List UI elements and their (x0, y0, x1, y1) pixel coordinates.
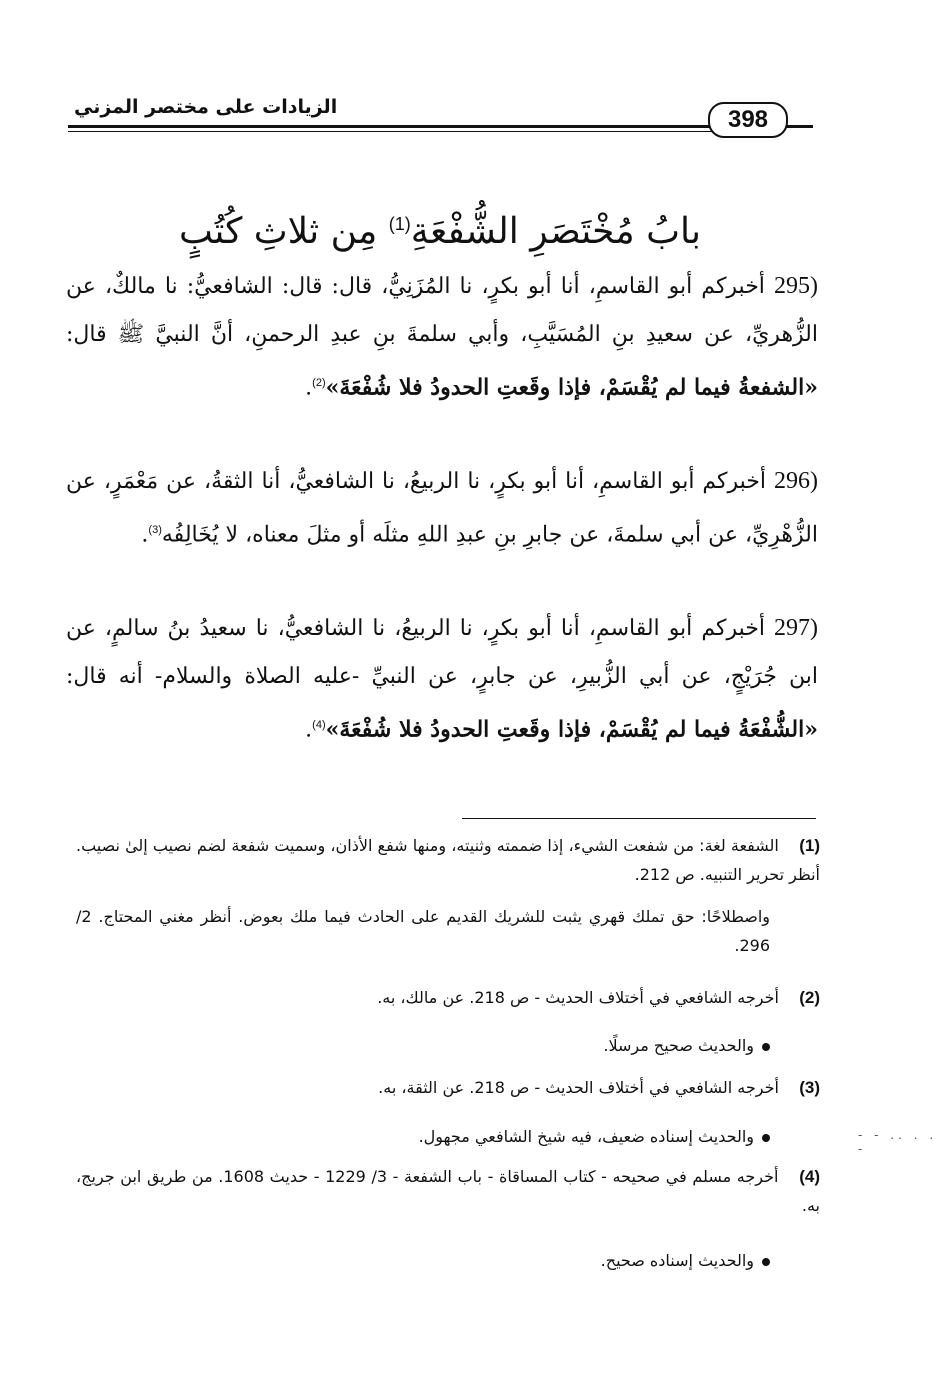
running-header (68, 92, 813, 138)
hadith-number: 297) (774, 615, 818, 641)
footnote-text: أخرجه مسلم في صحيحه - كتاب المساقاة - باب الشفعة - 3/ 1229 - حديث 1608. من طريق ابن جريج، به. (76, 1167, 820, 1215)
hadith-footnote-ref: (3) (148, 524, 162, 536)
hadith-footnote-ref: (2) (312, 377, 326, 389)
book-title: الزيادات على مختصر المزني (68, 92, 343, 122)
footnote-grading (601, 1246, 770, 1275)
footnote-number: (1) (799, 836, 821, 855)
footnote-number: (2) (799, 988, 820, 1007)
footnote-grading (419, 1122, 770, 1151)
chapter-subtitle: مِن ثلاثِ كُتُبٍ (179, 211, 378, 252)
footnote (76, 983, 820, 1012)
hadith-number: 295) (774, 273, 818, 299)
bullet-icon (762, 1134, 770, 1142)
hadith-end: . (141, 522, 149, 548)
footnote (76, 831, 820, 889)
hadith-footnote-ref: (4) (312, 719, 326, 731)
hadith-quote: «الشفعةُ فيما لم يُقْسَمْ، فإذا وقَعتِ الحدودُ فلا شُفْعَةَ» (325, 374, 818, 401)
footnote-continuation (76, 902, 820, 960)
footnote-number: (3) (799, 1078, 820, 1097)
hadith-text: أخبركم أبو القاسمِ، أنا أبو بكرٍ، نا الربيعُ، نا الشافعيُّ، نا سعيدُ بنُ سالمٍ، عن ابن جُرَيْجٍ، عن أبي الزُّبيرِ، عن جابرٍ، عن النبيِّ -عليه الصلاة والسلام- أنه قال: (66, 616, 818, 689)
footnote-number: (4) (799, 1167, 821, 1186)
footnote-text: أخرجه الشافعي في أختلاف الحديث - ص 218. عن مالك، به. (377, 988, 779, 1007)
bullet-icon (762, 1258, 770, 1266)
footnote-grading (603, 1031, 770, 1060)
footnote-separator (462, 818, 816, 819)
footnote-text: الشفعة لغة: من شفعت الشيء، إذا ضممته وثنيته، ومنها شفع الأذان، وسميت شفعة لضم نصيب إلىٰ نصيب. أنظر تحرير التنبيه. ص 212. (76, 836, 820, 884)
chapter-heading (150, 196, 730, 260)
footnote-continuation-text: واصطلاحًا: حق تملك قهري يثبت للشريك القديم على الحادث فيما ملك بعوض. أنظر مغني المحتاج. 2/ 296. (76, 907, 770, 955)
footnote-grading-text: والحديث صحيح مرسلًا. (603, 1036, 754, 1055)
header-rule (68, 125, 813, 128)
hadith-end: . (305, 717, 313, 743)
hadith-end: . (305, 375, 313, 401)
footnote (76, 1162, 820, 1220)
bullet-icon (762, 1043, 770, 1051)
hadith-text: أخبركم أبو القاسمِ، أنا أبو بكرٍ، نا الربيعُ، نا الشافعيُّ، أنا الثقةُ، عن مَعْمَرٍ، عن الزُّهْرِيِّ، عن أبي سلمةَ، عن جابرِ بنِ عبدِ اللهِ مثلَه أو مثلَ معناه، لا يُخَالِفُه (66, 469, 818, 548)
hadith-quote: «الشُّفْعَةُ فيما لم يُقْسَمْ، فإذا وقَعتِ الحدودُ فلا شُفْعَةَ» (325, 716, 818, 743)
hadith-paragraph (66, 604, 818, 754)
footnote-grading-text: والحديث إسناده صحيح. (600, 1251, 754, 1270)
hadith-paragraph (66, 262, 818, 412)
page-number: 398 (708, 102, 788, 138)
footnote-text: أخرجه الشافعي في أختلاف الحديث - ص 218. عن الثقة، به. (378, 1078, 779, 1097)
hadith-paragraph (66, 457, 818, 559)
footnote (76, 1073, 820, 1102)
chapter-title: بابُ مُخْتَصَرِ الشُّفْعَةِ (410, 211, 701, 252)
chapter-footnote-ref: (1) (388, 214, 411, 234)
header-rule-thin (68, 131, 713, 132)
scan-specks: - - .. . . - (858, 1128, 938, 1156)
footnote-grading-text: والحديث إسناده ضعيف، فيه شيخ الشافعي مجهول. (418, 1127, 754, 1146)
hadith-number: 296) (773, 468, 818, 494)
hadith-text: أخبركم أبو القاسمِ، أنا أبو بكرٍ، نا المُزَنِيُّ، قال: قال: الشافعيُّ: نا مالكٌ، عن الزُّهريِّ، عن سعيدِ بنِ المُسَيَّبِ، وأبي سلمةَ بنِ عبدِ الرحمنِ، أنَّ النبيَّ ﷺ قال: (66, 274, 818, 347)
